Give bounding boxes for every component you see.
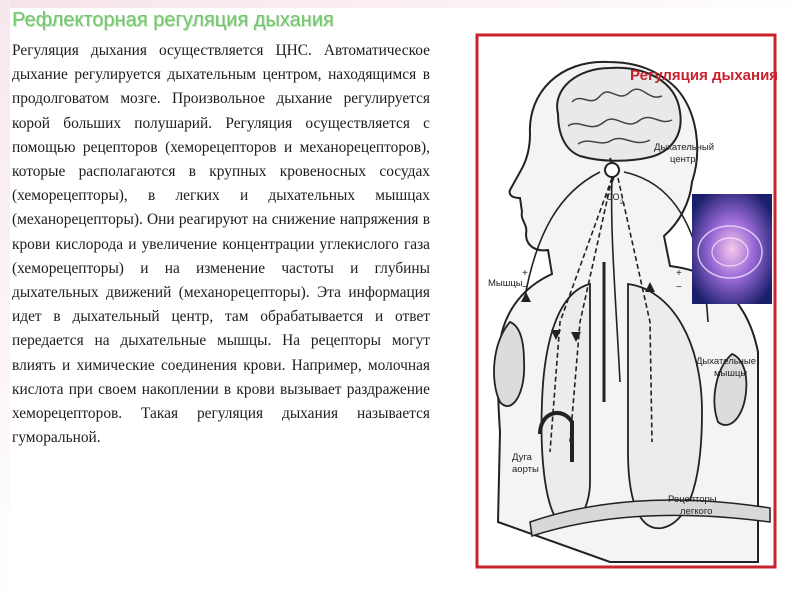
respiratory-center-node [605,163,619,177]
label-aorta-line2: аорты [512,464,539,475]
respiration-diagram [440,22,782,584]
label-co2: CO [606,192,620,202]
diagram-heading: Регуляция дыхания [630,67,779,84]
label-lung-receptors-line1: Рецепторы [668,494,717,505]
label-co2-subscript: 2 [620,200,624,206]
label-minus-left: − [522,282,528,293]
body-paragraph: Регуляция дыхания осуществляется ЦНС. Автоматическое дыхание регулируется дыхательным центром, находящимся в продолговатом мозге. Произвольное дыхание регулируется корой больших полушарий. Регуляция осуществляется с помощью рецепторов (хеморецепторов и механорецепторов), которые располагаются в крупных кровеносных сосудах (хеморецепторы), в легких и дыхательных мышцах (механорецепторы). Они реагируют на снижение напряжения в крови кислорода и увеличение концентрации углекислого газа (хеморецепторы) и на изменение частоты и глубины дыхательных движений (механорецепторы). Эта информация идет в дыхательный центр, там обрабатывается и ответ передается на дыхательные мышцы. На рецепторы могут влиять и химические соединения крови. Например, молочная кислота при своем накоплении в крови вызывает раздражение хеморецепторов. Такая регуляция дыхания называется гуморальной. [12,42,430,447]
label-resp-muscles-line2: мышцы [714,368,748,379]
top-decor-bar [0,0,800,8]
label-plus-right: + [676,268,682,279]
label-aorta-line1: Дуга [512,452,532,463]
side-decor-bar [0,0,10,599]
label-resp-muscles-line1: Дыхательные [696,356,757,367]
label-minus-right: − [676,282,682,293]
brain-photo-inset [692,194,772,304]
label-lung-receptors-line2: легкого [680,506,713,517]
diagram-svg [440,22,782,584]
label-muscles: Мышцы [488,278,523,289]
slide-title: Рефлекторная регуляция дыхания [12,9,334,31]
label-center-line1: Дыхательный [654,142,715,153]
label-plus-left: + [522,268,528,279]
label-center-line2: центр [670,154,696,165]
